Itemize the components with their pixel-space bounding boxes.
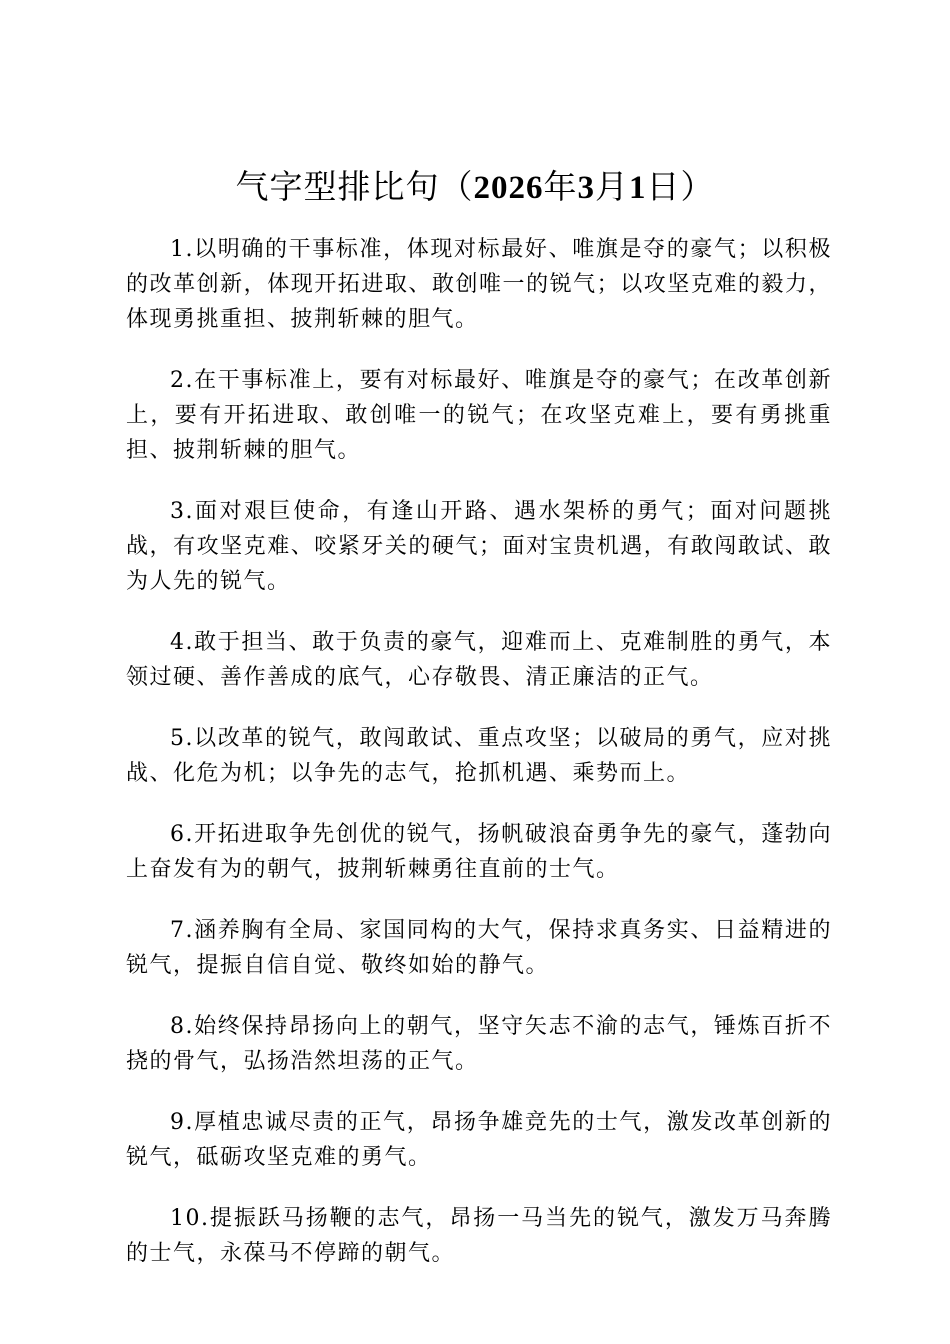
title-day-unit: 日） [646, 167, 715, 206]
list-item: 9.厚植忠诚尽责的正气，昂扬争雄竞先的士气，激发改革创新的锐气，砥砺攻坚克难的勇气。 [126, 1110, 832, 1170]
list-item: 4.敢于担当、敢于负责的豪气，迎难而上、克难制胜的勇气，本领过硬、善作善成的底气，心存敬畏、清正廉洁的正气。 [126, 630, 832, 690]
list-item: 1.以明确的干事标准，体现对标最好、唯旗是夺的豪气；以积极的改革创新，体现开拓进取、敢创唯一的锐气；以攻坚克难的毅力，体现勇挑重担、披荆斩棘的胆气。 [126, 237, 832, 332]
list-item: 6.开拓进取争先创优的锐气，扬帆破浪奋勇争先的豪气，蓬勃向上奋发有为的朝气，披荆斩棘勇往直前的士气。 [126, 822, 832, 882]
document-title [0, 165, 950, 210]
list-item: 5.以改革的锐气，敢闯敢试、重点攻坚；以破局的勇气，应对挑战、化危为机；以争先的志气，抢抓机遇、乘势而上。 [126, 726, 832, 786]
title-month-unit: 月 [595, 167, 629, 206]
title-year: 2026 [473, 170, 544, 206]
sentence-list [126, 232, 832, 1297]
title-month: 3 [577, 170, 595, 206]
title-day: 1 [629, 170, 647, 206]
list-item: 7.涵养胸有全局、家国同构的大气，保持求真务实、日益精进的锐气，提振自信自觉、敬终如始的静气。 [126, 918, 832, 978]
list-item: 10.提振跃马扬鞭的志气，昂扬一马当先的锐气，激发万马奔腾的士气，永葆马不停蹄的朝气。 [126, 1206, 832, 1266]
list-item: 2.在干事标准上，要有对标最好、唯旗是夺的豪气；在改革创新上，要有开拓进取、敢创唯一的锐气；在攻坚克难上，要有勇挑重担、披荆斩棘的胆气。 [126, 368, 832, 463]
title-year-unit: 年 [543, 167, 578, 206]
list-item: 8.始终保持昂扬向上的朝气，坚守矢志不渝的志气，锤炼百折不挠的骨气，弘扬浩然坦荡的正气。 [126, 1014, 832, 1074]
list-item: 3.面对艰巨使命，有逢山开路、遇水架桥的勇气；面对问题挑战，有攻坚克难、咬紧牙关的硬气；面对宝贵机遇，有敢闯敢试、敢为人先的锐气。 [126, 499, 832, 594]
title-prefix: 气字型排比句（ [235, 167, 474, 206]
